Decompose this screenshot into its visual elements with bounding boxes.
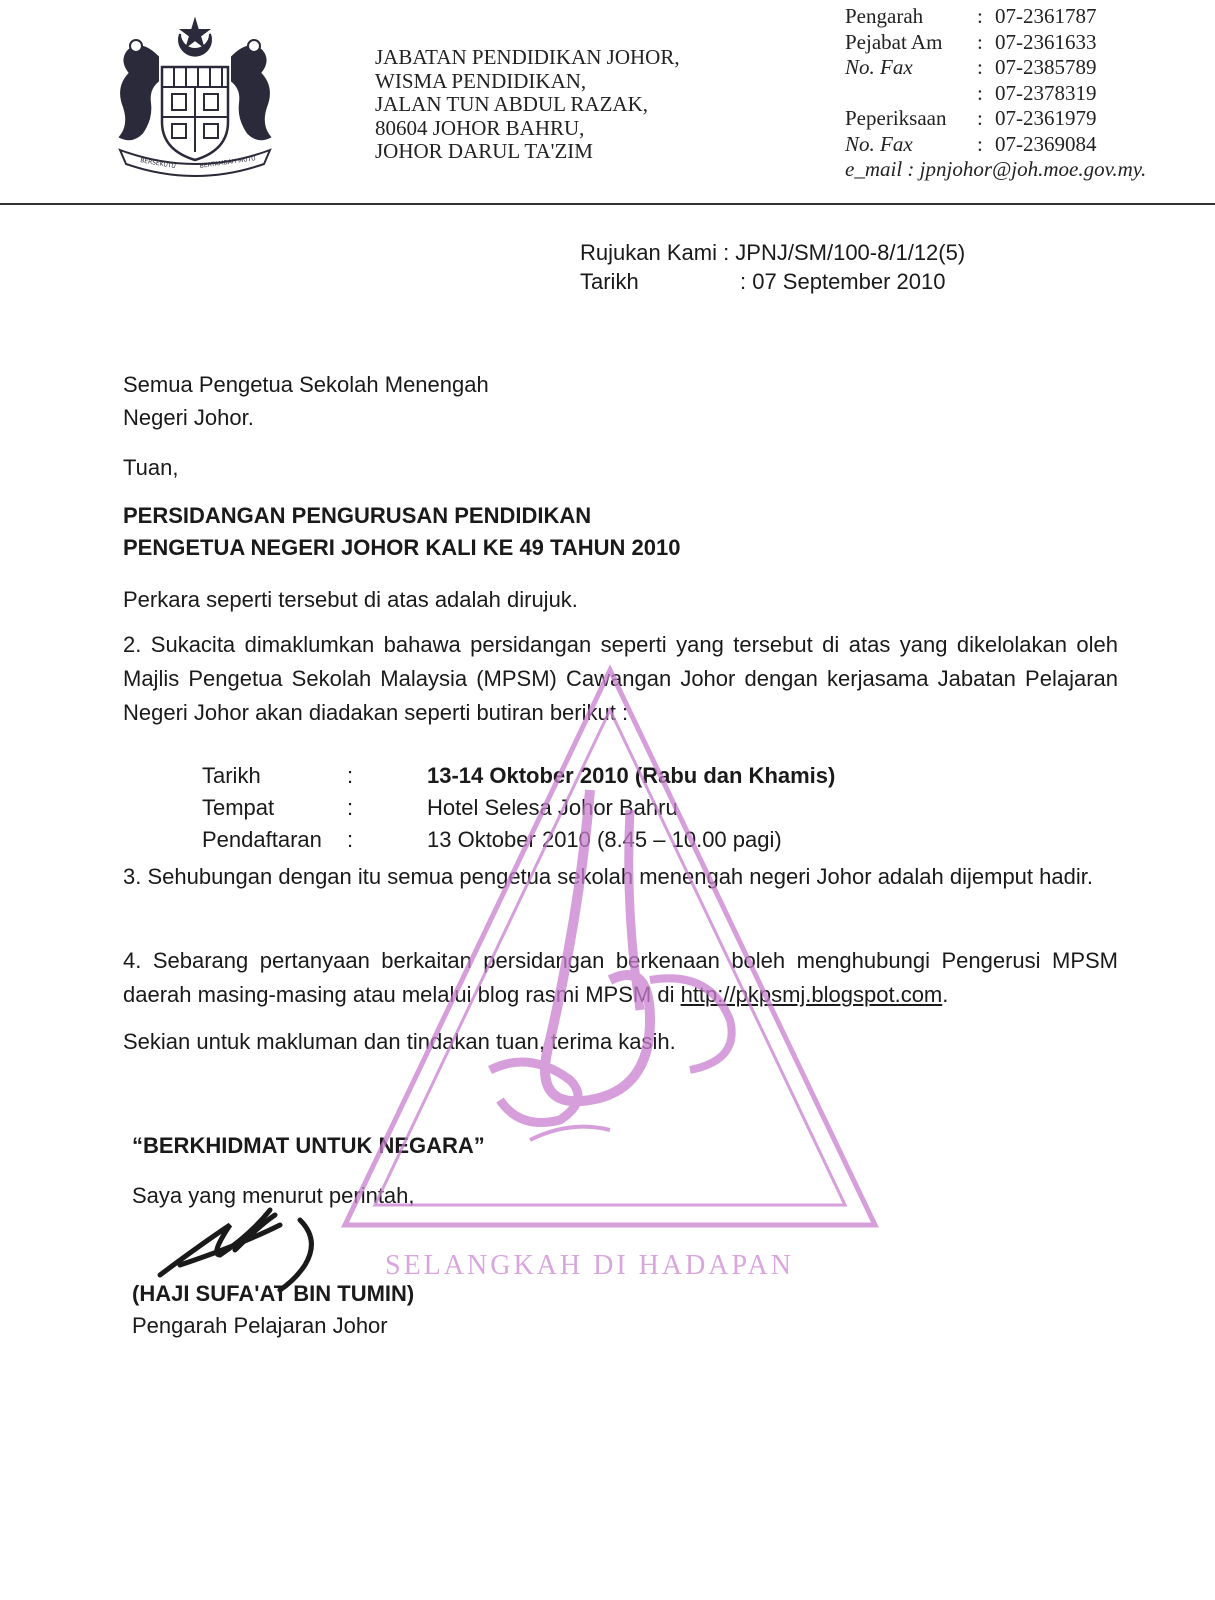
email-address: e_mail : jpnjohor@joh.moe.gov.my.	[845, 157, 1147, 181]
contact-row	[845, 4, 1205, 30]
contact-row	[845, 81, 1205, 107]
contact-label: Pengarah	[845, 4, 924, 28]
official-stamp-icon	[330, 650, 890, 1250]
contact-row	[845, 132, 1205, 158]
contact-row	[845, 30, 1205, 56]
detail-value: 13-14 Oktober 2010 (Rabu dan Khamis)	[427, 763, 836, 788]
contact-sep: :	[977, 29, 983, 54]
header-divider	[0, 203, 1215, 205]
sign-off: Saya yang menurut perintah,	[132, 1183, 415, 1208]
signatory-title: Pengarah Pelajaran Johor	[132, 1313, 388, 1338]
contact-sep: :	[977, 80, 983, 105]
contact-label: No. Fax	[845, 131, 913, 156]
detail-label: Tarikh	[202, 763, 261, 788]
address-line: JOHOR DARUL TA'ZIM	[375, 139, 593, 163]
address-line: 80604 JOHOR BAHRU,	[375, 115, 585, 140]
svg-text:BERTAMBAH MUTU: BERTAMBAH MUTU	[199, 155, 257, 170]
recipient-line: Negeri Johor.	[123, 405, 254, 430]
paragraph-4-text: 4. Sebarang pertanyaan berkaitan persidangan berkenaan boleh menghubungi Pengerusi MPSM daerah masing-masing atau melalui blog rasmi MPSM di	[123, 948, 1118, 1007]
blog-link[interactable]: http://pkpsmj.blogspot.com	[680, 982, 943, 1007]
reference-value: : JPNJ/SM/100-8/1/12(5)	[723, 240, 966, 265]
motto: “BERKHIDMAT UNTUK NEGARA”	[132, 1133, 485, 1158]
subject-line: PERSIDANGAN PENGURUSAN PENDIDIKAN	[123, 503, 592, 528]
date-value: : 07 September 2010	[740, 269, 946, 294]
recipient	[123, 368, 1123, 434]
detail-label: Pendaftaran	[202, 827, 322, 852]
subject	[123, 500, 1123, 564]
reference-row	[580, 238, 965, 267]
paragraph-3: 3. Sehubungan dengan itu semua pengetua sekolah menengah negeri Johor adalah dijemput hadir.	[123, 864, 1093, 889]
paragraph-4-end: .	[942, 982, 949, 1007]
reference-label: Rujukan Kami	[580, 240, 717, 265]
contact-value: 07-2361633	[995, 29, 1097, 54]
salutation: Tuan,	[123, 455, 179, 480]
department-address	[375, 46, 680, 164]
svg-text:BERSEKUTU: BERSEKUTU	[139, 157, 177, 171]
intro-paragraph: Perkara seperti tersebut di atas adalah dirujuk.	[123, 587, 578, 612]
contact-sep: :	[977, 4, 983, 28]
detail-value: 13 Oktober 2010 (8.45 – 10.00 pagi)	[427, 827, 782, 852]
address-line: JALAN TUN ABDUL RAZAK,	[375, 92, 648, 116]
detail-sep: :	[347, 827, 354, 852]
contact-value: 07-2378319	[995, 80, 1097, 105]
detail-label: Tempat	[202, 795, 275, 820]
stamp-text: SELANGKAH DI HADAPAN	[385, 1250, 794, 1281]
contact-label	[845, 81, 977, 107]
closing-line: Sekian untuk makluman dan tindakan tuan, terima kasih.	[123, 1029, 676, 1054]
contact-numbers	[845, 4, 1205, 183]
recipient-line: Semua Pengetua Sekolah Menengah	[123, 372, 489, 397]
contact-label: Pejabat Am	[845, 29, 943, 54]
contact-value: 07-2385789	[995, 55, 1097, 79]
subject-line: PENGETUA NEGERI JOHOR KALI KE 49 TAHUN 2010	[123, 535, 681, 560]
contact-value: 07-2361787	[995, 4, 1097, 28]
address-line: JABATAN PENDIDIKAN JOHOR,	[375, 45, 680, 69]
detail-sep: :	[347, 763, 354, 788]
date-row	[580, 267, 965, 296]
date-label: Tarikh	[580, 269, 639, 294]
contact-label: No. Fax	[845, 55, 913, 79]
contact-label: Peperiksaan	[845, 106, 947, 130]
contact-value: 07-2369084	[995, 131, 1097, 156]
contact-sep: :	[977, 131, 983, 156]
contact-sep: :	[977, 106, 983, 130]
detail-value: Hotel Selesa Johor Bahru	[427, 795, 678, 820]
detail-sep: :	[347, 795, 354, 820]
address-line: WISMA PENDIDIKAN,	[375, 68, 587, 93]
reference-block	[580, 238, 965, 296]
contact-row	[845, 106, 1205, 132]
signatory-name: (HAJI SUFA'AT BIN TUMIN)	[132, 1281, 415, 1306]
contact-row	[845, 55, 1205, 81]
contact-value: 07-2361979	[995, 106, 1097, 130]
paragraph-2: 2. Sukacita dimaklumkan bahawa persidangan seperti yang tersebut di atas yang dikelolakan oleh Majlis Pengetua Sekolah Malaysia (MPSM) Cawangan Johor dengan kerjasama Jabatan Pelajaran Negeri Johor akan diadakan seperti butiran berikut :	[123, 632, 1118, 725]
coat-of-arms-icon	[100, 12, 290, 177]
contact-sep: :	[977, 55, 983, 79]
